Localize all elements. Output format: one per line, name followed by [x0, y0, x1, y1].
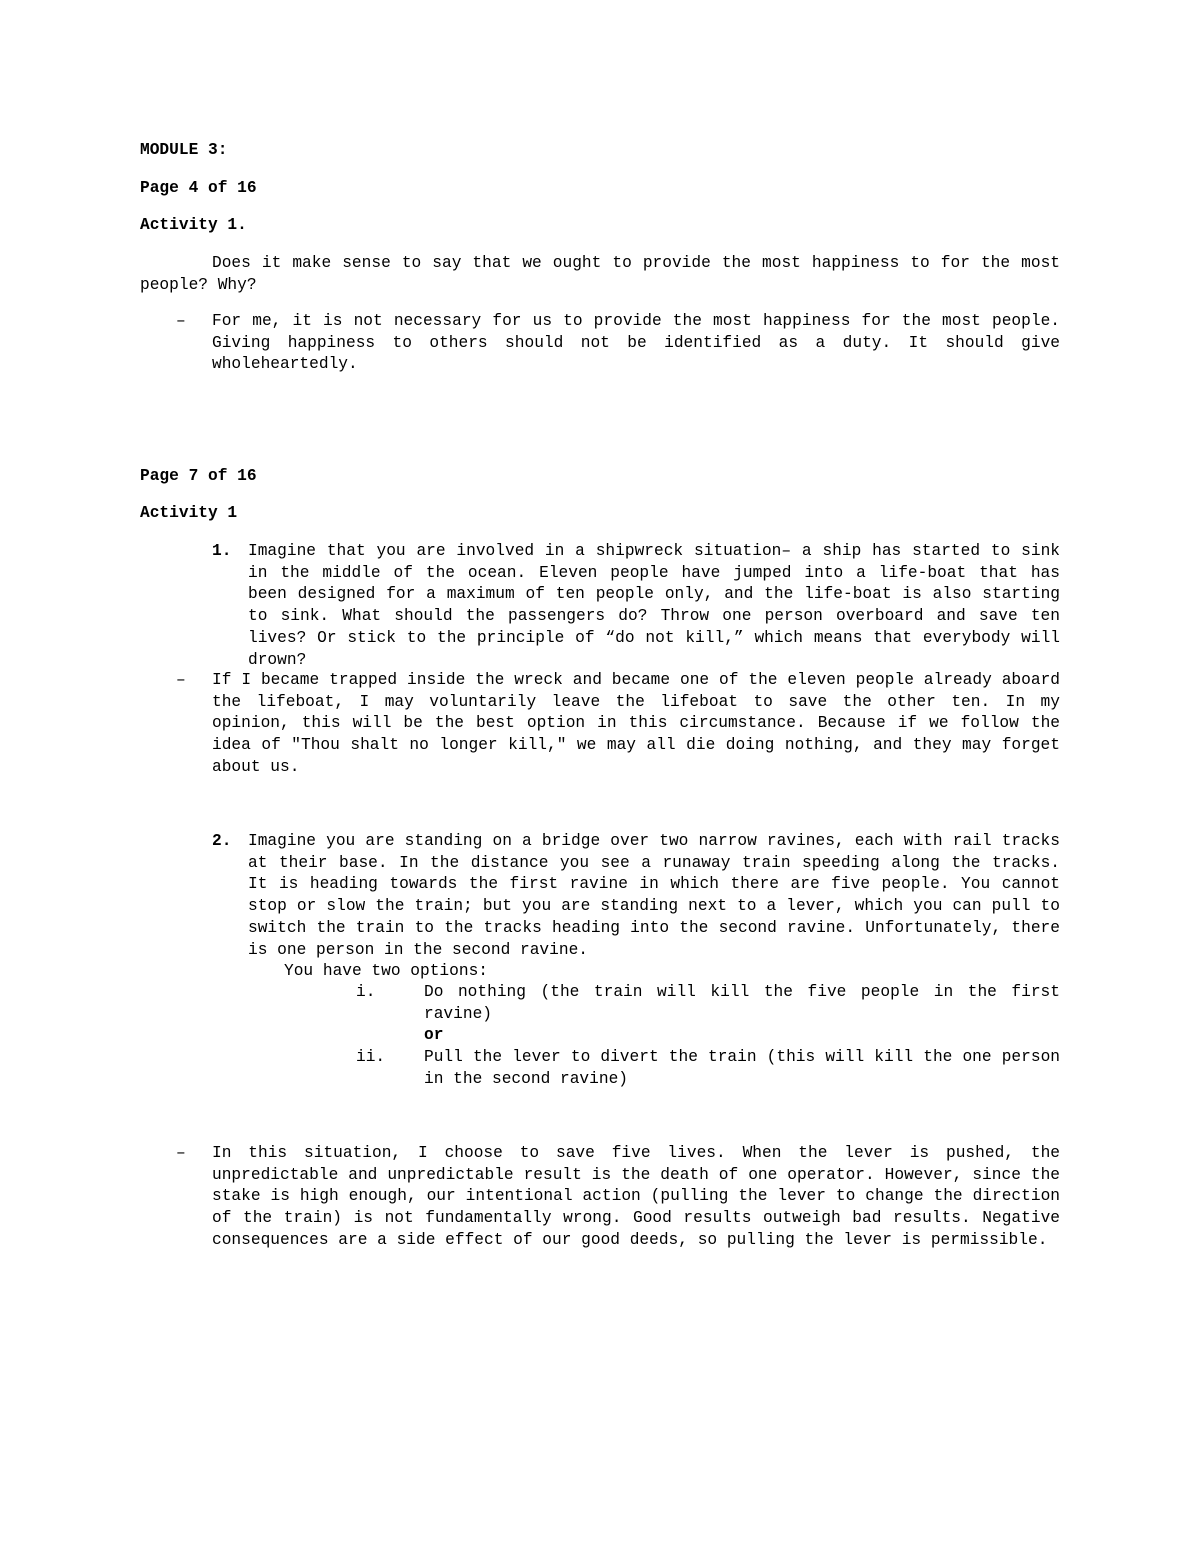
page-ref-4: Page 4 of 16 — [140, 179, 257, 197]
page-ref-7: Page 7 of 16 — [140, 467, 257, 485]
answer-bullet: – — [176, 671, 186, 689]
activity-heading-1: Activity 1. — [140, 216, 247, 234]
activity-heading-2: Activity 1 — [140, 504, 238, 522]
answer-shipwreck: If I became trapped inside the wreck and became one of the eleven people already aboard the lifeboat, I may voluntarily leave the lifeboat to save the other ten. In my opinion, this will be the best option in this circumstance. Because if we follow the idea of "Thou shalt no longer kill," we may all die doing nothing, and they may forget about us. — [212, 671, 1060, 776]
question-number-2: 2. — [212, 832, 232, 850]
options-intro: You have two options: — [284, 962, 488, 980]
question-trolley: Imagine you are standing on a bridge over two narrow ravines, each with rail tracks at their base. In the distance you see a runaway train speeding along the tracks. It is heading towards the first ravine in which there are five people. You cannot stop or slow the train; but you are standing next to a lever, which you can pull to switch the train to the tracks heading into the second ravine. Unfortunately, there is one person in the second ravine. — [248, 832, 1060, 959]
module-heading: MODULE 3: — [140, 141, 228, 159]
option-ii-text: Pull the lever to divert the train (this will kill the one person in the second ravine) — [424, 1048, 1060, 1088]
question-shipwreck: Imagine that you are involved in a shipwreck situation– a ship has started to sink in the middle of the ocean. Eleven people have jumped into a life-boat that has been designed for a maximum of ten people only, and the life-boat is also starting to sink. What should the passengers do? Throw one person overboard and save ten lives? Or stick to the principle of “do not kill,” which means that everybody will drown? — [248, 542, 1060, 669]
option-i-text: Do nothing (the train will kill the five people in the first ravine) — [424, 983, 1060, 1023]
answer-bullet: – — [176, 1144, 186, 1162]
question-number-1: 1. — [212, 542, 232, 560]
answer-bullet: – — [176, 312, 186, 330]
option-i-label: i. — [356, 983, 376, 1001]
answer-happiness: For me, it is not necessary for us to provide the most happiness for the most people. Giving happiness to others should not be identified as a duty. It should give wholeheartedly. — [212, 312, 1060, 374]
option-ii-label: ii. — [356, 1048, 386, 1066]
answer-trolley: In this situation, I choose to save five lives. When the lever is pushed, the unpredictable and unpredictable result is the death of one operator. However, since the stake is high enough, our intentional action (pulling the lever to change the direction of the train) is not fundamentally wrong. Good results outweigh bad results. Negative consequences are a side effect of our good deeds, so pulling the lever is permissible. — [212, 1144, 1060, 1249]
question-happiness: Does it make sense to say that we ought to provide the most happiness to for the most people? Why? — [140, 254, 1060, 294]
or-label: or — [424, 1026, 444, 1044]
